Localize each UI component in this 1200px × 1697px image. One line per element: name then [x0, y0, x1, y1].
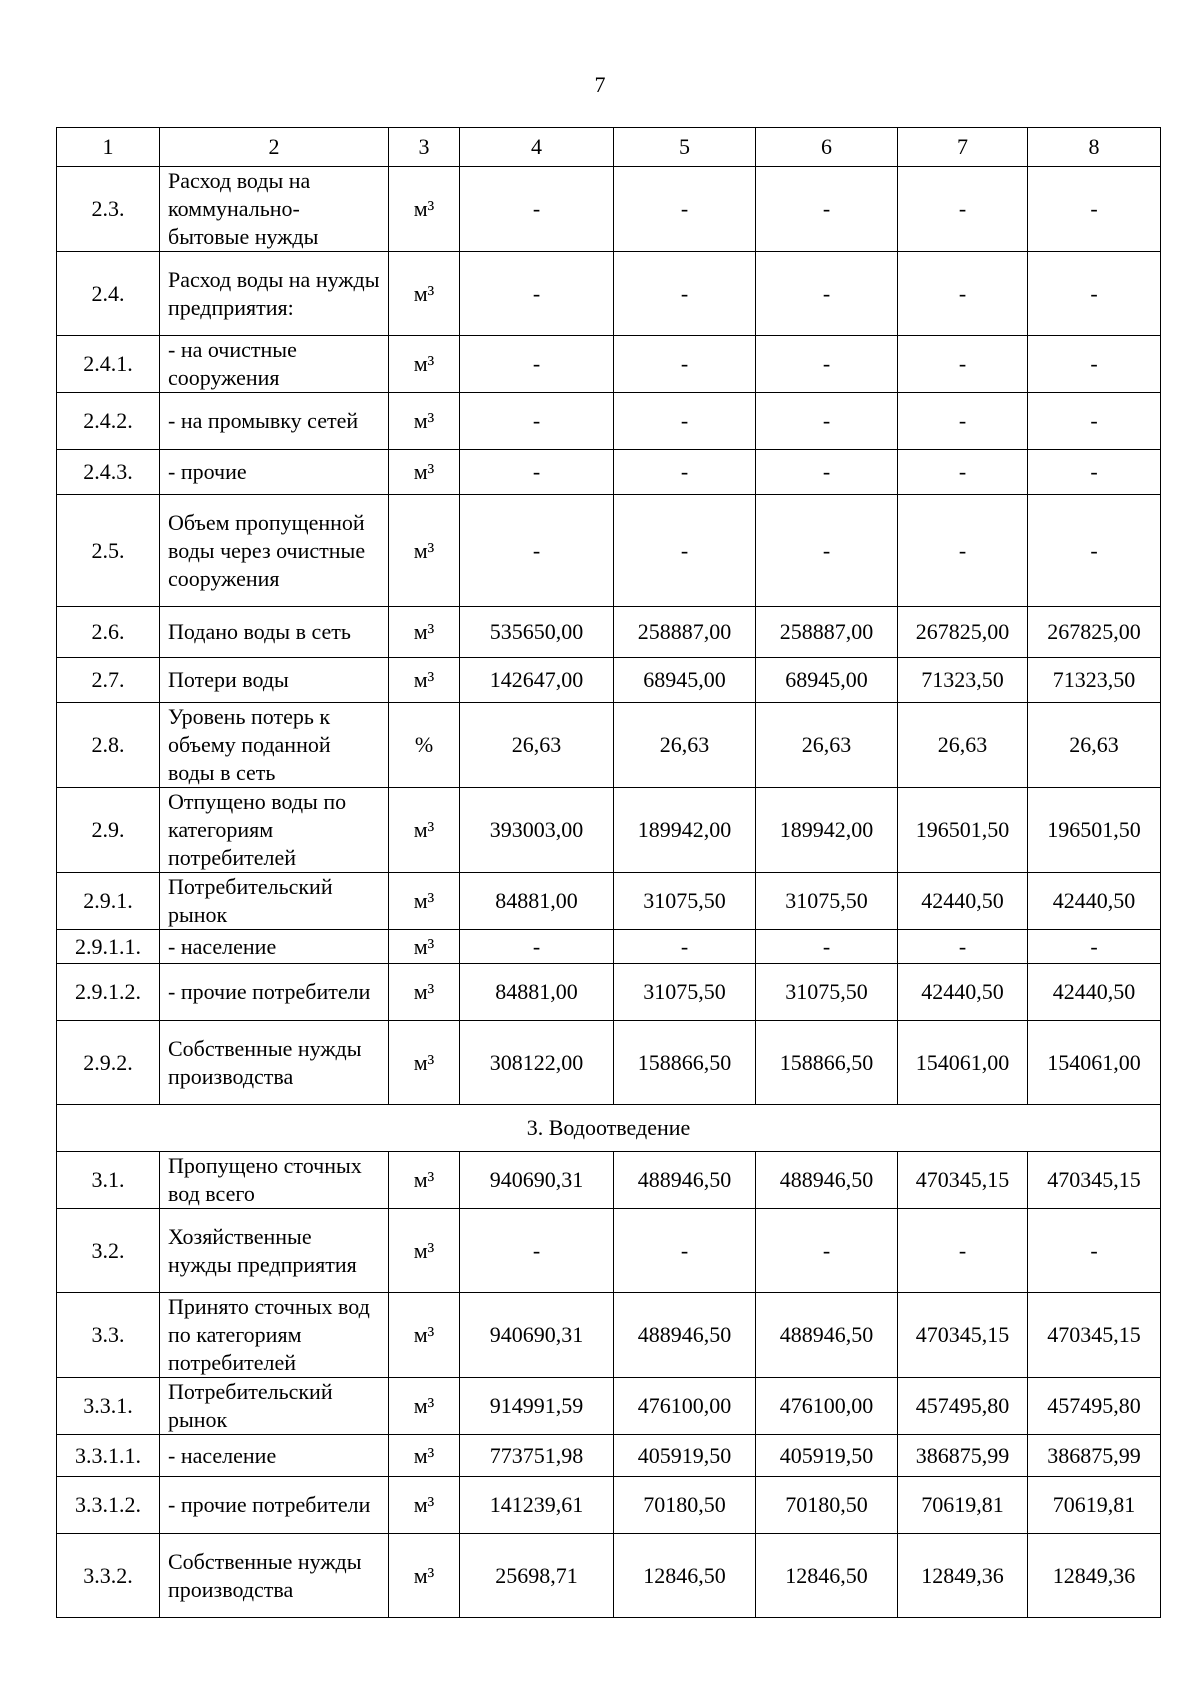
table-row — [57, 450, 1161, 495]
row-value: 68945,00 — [756, 658, 898, 703]
row-value: - — [756, 930, 898, 964]
row-value: - — [614, 450, 756, 495]
header-cell: 4 — [460, 128, 614, 167]
row-name: Расход воды на коммунально-бытовые нужды — [160, 167, 389, 252]
row-value: 84881,00 — [460, 964, 614, 1021]
row-name: Собственные нужды производства — [160, 1021, 389, 1105]
table-row — [57, 1209, 1161, 1293]
table-row — [57, 252, 1161, 336]
row-value: - — [460, 252, 614, 336]
row-unit: м³ — [389, 1534, 460, 1618]
row-value: 189942,00 — [614, 788, 756, 873]
table-row — [57, 873, 1161, 930]
row-value: 70180,50 — [614, 1477, 756, 1534]
table-row — [57, 703, 1161, 788]
row-value: 189942,00 — [756, 788, 898, 873]
row-number: 3.3. — [57, 1293, 160, 1378]
table-row — [57, 336, 1161, 393]
row-unit: м³ — [389, 336, 460, 393]
water-balance-table — [56, 127, 1161, 1618]
row-name: - население — [160, 930, 389, 964]
row-name: Расход воды на нужды предприятия: — [160, 252, 389, 336]
row-value: - — [1028, 252, 1161, 336]
row-value: - — [898, 393, 1028, 450]
row-value: - — [756, 336, 898, 393]
row-value: 940690,31 — [460, 1152, 614, 1209]
row-value: 470345,15 — [1028, 1293, 1161, 1378]
header-cell: 2 — [160, 128, 389, 167]
row-name: - население — [160, 1435, 389, 1477]
row-value: - — [1028, 495, 1161, 607]
row-value: 405919,50 — [614, 1435, 756, 1477]
row-value: - — [614, 167, 756, 252]
row-value: - — [460, 167, 614, 252]
row-number: 2.9.1. — [57, 873, 160, 930]
row-value: 42440,50 — [1028, 964, 1161, 1021]
row-value: - — [756, 495, 898, 607]
row-value: - — [614, 336, 756, 393]
row-number: 3.3.1.2. — [57, 1477, 160, 1534]
row-value: 26,63 — [614, 703, 756, 788]
row-value: - — [460, 450, 614, 495]
row-value: 12846,50 — [756, 1534, 898, 1618]
row-value: 488946,50 — [756, 1152, 898, 1209]
table-row — [57, 930, 1161, 964]
row-number: 3.3.2. — [57, 1534, 160, 1618]
row-value: - — [614, 930, 756, 964]
row-name: Принято сточных вод по категориям потребителей — [160, 1293, 389, 1378]
row-value: 42440,50 — [898, 873, 1028, 930]
row-value: - — [460, 930, 614, 964]
row-unit: м³ — [389, 252, 460, 336]
row-value: 12849,36 — [1028, 1534, 1161, 1618]
page-number: 7 — [594, 72, 606, 97]
row-value: 142647,00 — [460, 658, 614, 703]
table-row — [57, 167, 1161, 252]
table-row — [57, 964, 1161, 1021]
row-unit: м³ — [389, 930, 460, 964]
row-value: - — [898, 495, 1028, 607]
row-value: - — [756, 252, 898, 336]
row-unit: м³ — [389, 1477, 460, 1534]
row-value: 267825,00 — [898, 607, 1028, 658]
row-value: - — [898, 252, 1028, 336]
row-value: 457495,80 — [1028, 1378, 1161, 1435]
section-row — [57, 1105, 1161, 1152]
row-value: - — [756, 167, 898, 252]
row-value: 470345,15 — [898, 1293, 1028, 1378]
row-value: 68945,00 — [614, 658, 756, 703]
row-value: 26,63 — [1028, 703, 1161, 788]
row-name: - прочие потребители — [160, 964, 389, 1021]
row-value: 914991,59 — [460, 1378, 614, 1435]
row-value: 393003,00 — [460, 788, 614, 873]
row-unit: м³ — [389, 393, 460, 450]
header-row — [57, 128, 1161, 167]
row-value: - — [756, 1209, 898, 1293]
row-value: 308122,00 — [460, 1021, 614, 1105]
row-value: - — [1028, 1209, 1161, 1293]
row-unit: м³ — [389, 450, 460, 495]
table-row — [57, 1293, 1161, 1378]
row-value: 196501,50 — [1028, 788, 1161, 873]
row-value: 141239,61 — [460, 1477, 614, 1534]
header-cell: 1 — [57, 128, 160, 167]
row-number: 2.9.2. — [57, 1021, 160, 1105]
row-value: 470345,15 — [898, 1152, 1028, 1209]
row-value: 31075,50 — [756, 873, 898, 930]
header-cell: 8 — [1028, 128, 1161, 167]
row-number: 2.9. — [57, 788, 160, 873]
row-unit: м³ — [389, 167, 460, 252]
table-row — [57, 1534, 1161, 1618]
row-unit: м³ — [389, 873, 460, 930]
row-value: 267825,00 — [1028, 607, 1161, 658]
table-row — [57, 658, 1161, 703]
row-value: 31075,50 — [756, 964, 898, 1021]
row-value: - — [460, 336, 614, 393]
row-value: 773751,98 — [460, 1435, 614, 1477]
row-value: 42440,50 — [898, 964, 1028, 1021]
row-number: 2.4. — [57, 252, 160, 336]
row-value: - — [614, 495, 756, 607]
row-value: 470345,15 — [1028, 1152, 1161, 1209]
header-cell: 3 — [389, 128, 460, 167]
row-name: Объем пропущенной воды через очистные сооружения — [160, 495, 389, 607]
row-value: - — [898, 167, 1028, 252]
table-row — [57, 788, 1161, 873]
row-value: 386875,99 — [1028, 1435, 1161, 1477]
row-value: 25698,71 — [460, 1534, 614, 1618]
row-value: 70619,81 — [898, 1477, 1028, 1534]
row-unit: м³ — [389, 658, 460, 703]
row-number: 2.9.1.2. — [57, 964, 160, 1021]
row-value: 70619,81 — [1028, 1477, 1161, 1534]
row-unit: % — [389, 703, 460, 788]
table-row — [57, 1152, 1161, 1209]
row-name: - прочие — [160, 450, 389, 495]
table-body — [57, 128, 1161, 1618]
table-row — [57, 1435, 1161, 1477]
row-number: 3.1. — [57, 1152, 160, 1209]
row-number: 2.4.3. — [57, 450, 160, 495]
row-unit: м³ — [389, 1293, 460, 1378]
row-value: - — [898, 1209, 1028, 1293]
row-value: 405919,50 — [756, 1435, 898, 1477]
row-name: - прочие потребители — [160, 1477, 389, 1534]
table-row — [57, 1021, 1161, 1105]
row-value: 476100,00 — [756, 1378, 898, 1435]
row-value: - — [898, 450, 1028, 495]
table-row — [57, 1477, 1161, 1534]
row-value: 488946,50 — [756, 1293, 898, 1378]
row-name: Отпущено воды по категориям потребителей — [160, 788, 389, 873]
row-unit: м³ — [389, 1209, 460, 1293]
row-value: - — [1028, 450, 1161, 495]
row-value: - — [614, 252, 756, 336]
row-unit: м³ — [389, 607, 460, 658]
row-value: 457495,80 — [898, 1378, 1028, 1435]
row-value: 12846,50 — [614, 1534, 756, 1618]
row-name: Хозяйственные нужды предприятия — [160, 1209, 389, 1293]
row-unit: м³ — [389, 1378, 460, 1435]
row-value: 488946,50 — [614, 1293, 756, 1378]
row-unit: м³ — [389, 1435, 460, 1477]
row-unit: м³ — [389, 964, 460, 1021]
section-title: 3. Водоотведение — [57, 1105, 1161, 1152]
row-value: - — [898, 930, 1028, 964]
header-cell: 7 — [898, 128, 1028, 167]
row-value: 258887,00 — [756, 607, 898, 658]
row-value: 386875,99 — [898, 1435, 1028, 1477]
row-number: 2.8. — [57, 703, 160, 788]
table-row — [57, 1378, 1161, 1435]
row-value: 26,63 — [460, 703, 614, 788]
row-name: Потребительский рынок — [160, 1378, 389, 1435]
row-number: 3.3.1. — [57, 1378, 160, 1435]
row-value: - — [614, 393, 756, 450]
row-value: - — [614, 1209, 756, 1293]
row-name: - на очистные сооружения — [160, 336, 389, 393]
row-number: 2.7. — [57, 658, 160, 703]
row-value: 70180,50 — [756, 1477, 898, 1534]
row-name: Подано воды в сеть — [160, 607, 389, 658]
row-unit: м³ — [389, 788, 460, 873]
row-number: 3.3.1.1. — [57, 1435, 160, 1477]
row-value: - — [1028, 930, 1161, 964]
row-name: - на промывку сетей — [160, 393, 389, 450]
row-value: - — [1028, 393, 1161, 450]
row-number: 2.6. — [57, 607, 160, 658]
row-value: 12849,36 — [898, 1534, 1028, 1618]
row-number: 2.5. — [57, 495, 160, 607]
row-value: 71323,50 — [898, 658, 1028, 703]
row-value: 158866,50 — [756, 1021, 898, 1105]
row-value: - — [898, 336, 1028, 393]
row-value: 26,63 — [756, 703, 898, 788]
row-number: 2.3. — [57, 167, 160, 252]
row-value: 258887,00 — [614, 607, 756, 658]
table-row — [57, 495, 1161, 607]
row-name: Пропущено сточных вод всего — [160, 1152, 389, 1209]
row-value: - — [1028, 167, 1161, 252]
row-value: 31075,50 — [614, 964, 756, 1021]
row-value: 84881,00 — [460, 873, 614, 930]
row-value: 476100,00 — [614, 1378, 756, 1435]
row-value: - — [1028, 336, 1161, 393]
row-value: - — [460, 393, 614, 450]
row-name: Потребительский рынок — [160, 873, 389, 930]
table-row — [57, 607, 1161, 658]
row-value: 154061,00 — [898, 1021, 1028, 1105]
row-value: - — [460, 495, 614, 607]
row-value: 31075,50 — [614, 873, 756, 930]
row-number: 2.9.1.1. — [57, 930, 160, 964]
table-row — [57, 393, 1161, 450]
row-value: 158866,50 — [614, 1021, 756, 1105]
row-value: 154061,00 — [1028, 1021, 1161, 1105]
row-value: 196501,50 — [898, 788, 1028, 873]
row-number: 2.4.1. — [57, 336, 160, 393]
row-unit: м³ — [389, 1152, 460, 1209]
row-value: - — [756, 450, 898, 495]
row-number: 3.2. — [57, 1209, 160, 1293]
row-value: 26,63 — [898, 703, 1028, 788]
row-number: 2.4.2. — [57, 393, 160, 450]
row-name: Собственные нужды производства — [160, 1534, 389, 1618]
row-value: 488946,50 — [614, 1152, 756, 1209]
row-value: - — [756, 393, 898, 450]
row-value: 71323,50 — [1028, 658, 1161, 703]
row-value: 535650,00 — [460, 607, 614, 658]
header-cell: 5 — [614, 128, 756, 167]
row-name: Уровень потерь к объему поданной воды в сеть — [160, 703, 389, 788]
header-cell: 6 — [756, 128, 898, 167]
row-unit: м³ — [389, 1021, 460, 1105]
row-unit: м³ — [389, 495, 460, 607]
row-value: - — [460, 1209, 614, 1293]
row-value: 42440,50 — [1028, 873, 1161, 930]
row-name: Потери воды — [160, 658, 389, 703]
row-value: 940690,31 — [460, 1293, 614, 1378]
